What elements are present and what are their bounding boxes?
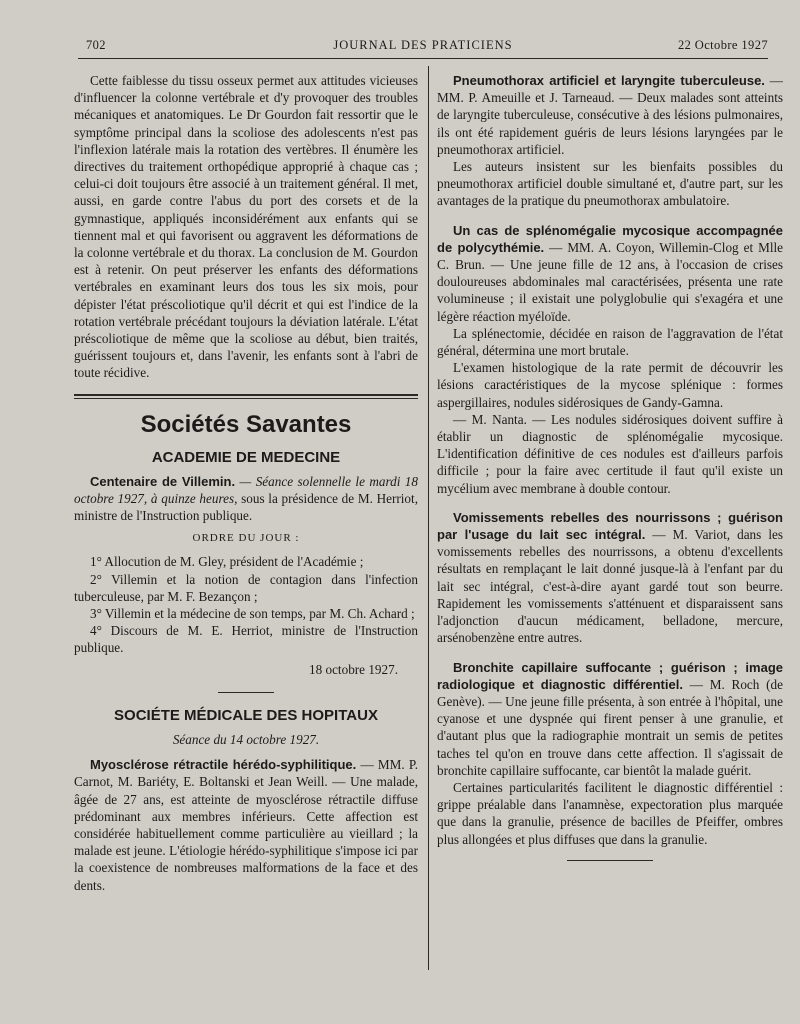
page-header: [78, 38, 768, 58]
ordre-item: 3° Villemin et la médecine de son temps, par M. Ch. Achard ;: [90, 606, 415, 622]
academie-date: 18 octobre 1927.: [309, 661, 398, 677]
article-title: Un cas de splénomégalie mycosique accompagnée de polycythémie.: [437, 222, 783, 255]
article-paragraph: La splénectomie, décidée en raison de l'aggravation de l'état général, détermina une mort brutale.: [437, 325, 783, 359]
article-paragraph: — M. Nanta. — Les nodules sidérosiques doivent suffire à établir un diagnostic de splénomégalie mycosique. L'identification définitive de ces nodules est d'ailleurs parfois difficile ; pour la faire avec certitude il faut qu'il existe un mycélium avec membrane à double contour.: [437, 411, 783, 496]
article-bronchite: [437, 659, 783, 779]
academie-lead-rest: sous la présidence de M. Herriot, ministre de l'Instruction publique.: [74, 490, 418, 524]
societe-seance: Séance du 14 octobre 1927.: [172, 731, 320, 747]
issue-date: 22 Octobre 1927: [677, 38, 768, 52]
article-title: Bronchite capillaire suffocante ; guérison ; image radiologique et diagnostic différentiel.: [437, 659, 783, 692]
section-divider: [74, 394, 418, 399]
journal-title: JOURNAL DES PRATICIENS: [333, 38, 513, 52]
article-title: Vomissements rebelles des nourrissons ; guérison par l'usage du lait sec intégral.: [437, 509, 783, 543]
academie-title: ACADEMIE DE MEDECINE: [151, 448, 341, 466]
article-paragraph: Certaines particularités facilitent le diagnostic différentiel : grippe préalable dans l'anamnèse, expectoration plus marquée que dans la granulie, présence de bacilles de Pfeiffer, ombres plus allongées et plus diffuses que dans la granulie.: [437, 779, 783, 847]
academie-lead-italic: — Séance solennelle le mardi 18 octobre 1927, à quinze heures,: [74, 473, 418, 506]
intro-paragraph: Cette faiblesse du tissu osseux permet aux attitudes vicieuses d'influencer la colonne vertébrale et d'y provoquer des troubles mécaniques et anatomiques. Le Dr Gourdon fait ressortir que le symptôme principal dans la scoliose des adolescents n'est pas l'inflexion latérale mais la rotation des vertèbres. Il énumère les directives du traitement orthopédique approprié à chaque cas ; celui-ci doit toujours être associé à un traitement général. Il met, aussi, en garde contre l'abus du port des corsets et de la gymnastique, appliqués inconsidérément aux enfants qui se tiennent mal et qui favorisent ou aggravent les déformations de la colonne vertébrale et du thorax. La conclusion de M. Gourdon est à retenir. On peut préserver les enfants des déformations vertébrales en examinant leurs dos tous les six mois, pour dépister l'état préscoliotique qu'il décrit et qui est l'indice de la rotation vertébrale précédant toujours la déviation latérale. L'état préscoliotique de même que la scoliose au début, bien traités, guérissent toujours et, dans l'avenir, les enfants sont à l'abri de toute récidive.: [74, 73, 418, 381]
spacer: [437, 647, 783, 659]
article-paragraph: L'examen histologique de la rate permit de découvrir les lésions caractéristiques de la mycose splénique : formes aspergillaires, nodules sidérosiques de Gandy-Gamna.: [437, 360, 783, 410]
column-divider: [428, 66, 429, 970]
ordre-du-jour-label: ORDRE DU JOUR :: [192, 532, 300, 545]
ordre-item: 1° Allocution de M. Gley, président de l'Académie ;: [90, 554, 364, 570]
section-title: Sociétés Savantes: [140, 410, 352, 438]
societe-title: SOCIÉTE MÉDICALE DES HOPITAUX: [114, 706, 378, 724]
ordre-item: 2° Villemin et la notion de contagion dans l'infection tuberculeuse, par M. F. Bezançon ;: [74, 571, 418, 604]
article-text: — MM. A. Coyon, Willemin-Clog et Mlle C. Brun. — Une jeune fille de 12 ans, à l'occasion de crises douloureuses abdominales mal caractérisées, présenta une rate volumineuse ; il existait une polyglobulie qui s'exagéra et une légère réaction myéloïde.: [437, 239, 784, 324]
end-divider: [567, 860, 653, 861]
left-column: [74, 72, 418, 894]
spacer: [437, 210, 783, 222]
header-rule: [78, 58, 768, 59]
article-splenomegalie: [437, 222, 783, 325]
article-text: — MM. P. Ameuille et J. Tarneaud. — Deux malades sont atteints de laryngite tuberculeuse, consécutive à des lésions pulmonaires, ils ont été rapidement guéris de leurs lésions laryngées par le pneumothorax artificiel.: [437, 73, 783, 157]
right-column: [437, 72, 783, 875]
spacer: [437, 497, 783, 509]
short-divider: [218, 692, 274, 693]
academie-lead: [74, 473, 418, 525]
page-number: 702: [86, 38, 106, 52]
academie-lead-bold: Centenaire de Villemin.: [90, 473, 236, 489]
societe-article-body: — MM. P. Carnot, M. Bariéty, E. Boltanski et Jean Weill. — Une malade, âgée de 27 ans, est atteinte de myosclérose rétractile diffuse prédominant aux membres inférieurs. Cette affection est considérée habituellement comme particulière au vieillard ; la malade est jeune. L'étiologie hérédo-syphilitique s'impose ici par la coexistence de nombreuses malformations de la face et des dents.: [74, 757, 418, 893]
article-paragraph: Les auteurs insistent sur les bienfaits possibles du pneumothorax artificiel double simultané et, d'autre part, sur les avantages de la pratique du pneumothorax ambulatoire.: [437, 159, 783, 209]
article-text: — M. Variot, dans les vomissements rebelles des nourrissons, a obtenu d'excellents résultats en remplaçant le lait donné jusque-là à l'enfant par du lait sec intégral, c'est-à-dire ayant gardé tout son beurre. Rapidement les vomissements s'atténuent et disparaissent sans l'adjonction d'aucun médicament, belladone, mercure, arsénobenzène entre autres.: [437, 527, 783, 646]
societe-article-title: Myosclérose rétractile hérédo-syphilitique.: [90, 757, 357, 773]
article-text: — M. Roch (de Genève). — Une jeune fille présenta, à son entrée à l'hôpital, une cyanose et une dyspnée qui firent penser à une granulie, et d'autant plus que la radiographie montrait un semis de petites taches tel qu'on en trouve dans cette affection. Il s'agissait de bronchite capillaire suffocante, car bientôt la malade guérit.: [437, 676, 783, 778]
article-title: Pneumothorax artificiel et laryngite tuberculeuse.: [453, 73, 765, 88]
article-vomissements: [437, 509, 783, 647]
article-pneumothorax: [437, 72, 783, 158]
ordre-item: 4° Discours de M. E. Herriot, ministre de l'Instruction publique.: [74, 623, 418, 656]
societe-article: [74, 756, 418, 894]
